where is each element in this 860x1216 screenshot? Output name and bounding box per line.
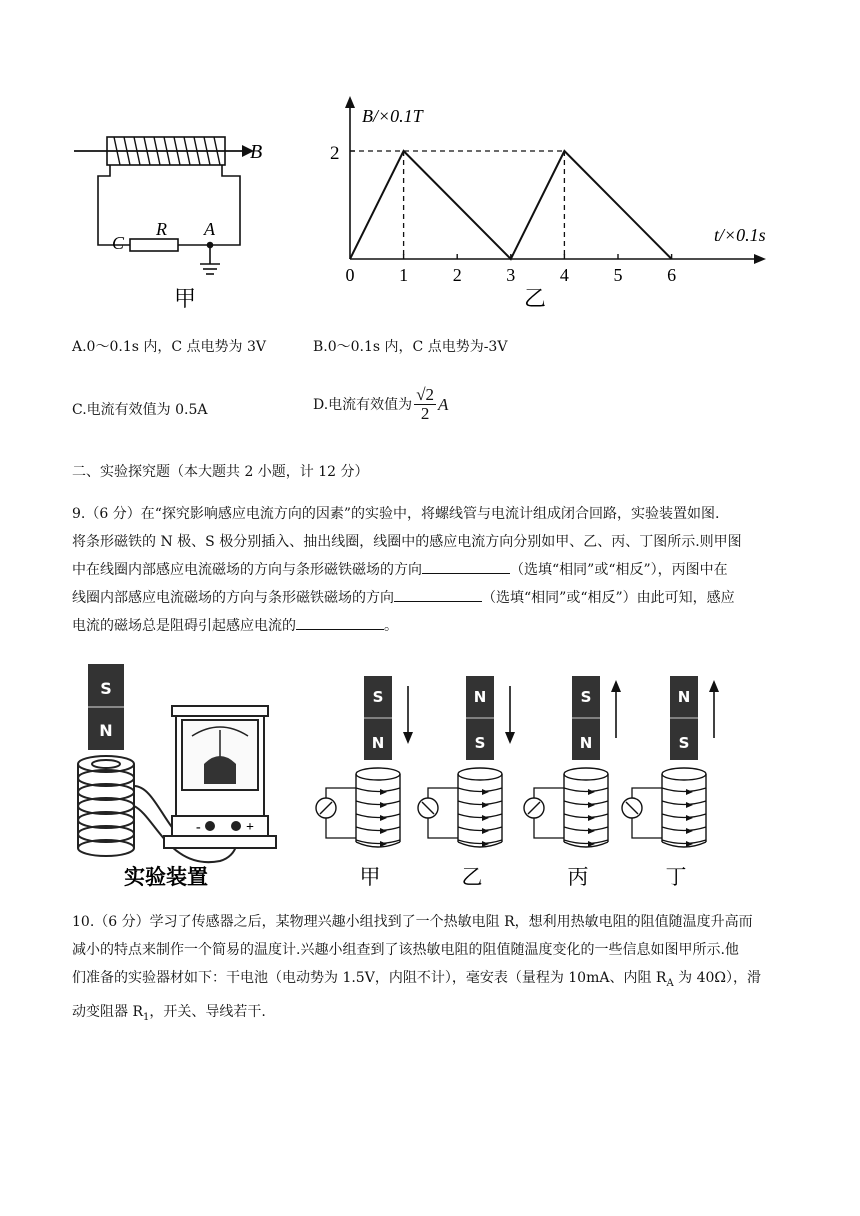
lead-wire (428, 788, 458, 798)
y-axis-label: B/×0.1T (362, 106, 423, 126)
x-tick-label: 6 (667, 265, 677, 285)
q10-line-3-tail: 为 40Ω），滑 (673, 970, 762, 986)
current-arrow-icon (482, 828, 489, 834)
experimental-apparatus (78, 664, 276, 889)
b-label: B (250, 141, 263, 163)
lead-wire (632, 818, 662, 838)
solenoid-top (564, 768, 608, 780)
lead-wire (534, 788, 564, 798)
figure-yi-label: 乙 (524, 287, 547, 312)
motion-arrow-up-icon (611, 680, 621, 692)
q9-line-4-text: 线圈内部感应电流磁场的方向与条形磁铁磁场的方向 (72, 590, 394, 606)
q10-line-3-text: 们准备的实验器材如下：干电池（电动势为 1.5V，内阻不计），毫安表（量程为 10mA、内阻 R (72, 970, 667, 986)
motion-arrow-up-icon (709, 680, 719, 692)
case-label: 丁 (665, 865, 687, 889)
x-axis-label: t/×0.1s (714, 225, 766, 245)
q10-line-4 (72, 998, 802, 1032)
magnet-bottom-pole: S (474, 734, 486, 752)
current-arrow-icon (686, 815, 693, 821)
q10-line-1: 10.（6 分）学习了传感器之后，某物理兴趣小组找到了一个热敏电阻 R，想利用热敏电阻的阻值随温度升高而 (72, 914, 753, 930)
coil-winding (458, 788, 502, 792)
current-arrow-icon (588, 815, 595, 821)
magnet-bottom-pole: N (371, 734, 385, 752)
case-label: 甲 (359, 865, 381, 889)
magnet-top-pole: S (580, 688, 592, 706)
magnet-bottom-pole: N (579, 734, 593, 752)
coil-winding (662, 801, 706, 805)
figure-1 (60, 92, 800, 314)
coil-winding (356, 788, 400, 792)
coil-winding (564, 840, 608, 844)
current-arrow-icon (686, 802, 693, 808)
case-1 (316, 676, 413, 889)
figure-1-svg (60, 92, 800, 314)
galvanometer (164, 706, 276, 848)
q9-blank-1[interactable] (422, 559, 510, 574)
c-label: C (112, 233, 125, 253)
current-arrow-icon (482, 802, 489, 808)
case-label: 乙 (461, 865, 483, 889)
coil-winding (564, 801, 608, 805)
x-tick-label: 1 (399, 265, 409, 285)
option-c: C.电流有效值为 0.5A (72, 402, 208, 418)
solenoid-circuit (74, 137, 254, 274)
current-arrow-icon (380, 815, 387, 821)
current-arrow-icon (482, 815, 489, 821)
coil-winding (458, 801, 502, 805)
q9-blank-3[interactable] (296, 615, 384, 630)
r-label: R (156, 219, 167, 239)
q9-line-3-text: 中在线圈内部感应电流磁场的方向与条形磁铁磁场的方向 (72, 562, 422, 578)
magnet-top-pole: N (473, 688, 487, 706)
lead-wire (428, 818, 458, 838)
q9-line-5 (72, 612, 802, 640)
y-tick-label: 2 (330, 143, 340, 164)
solenoid-bottom (356, 842, 400, 847)
meter-plus-label: + (246, 820, 254, 835)
current-arrow-icon (588, 828, 595, 834)
coil-winding (662, 814, 706, 818)
solenoid-top (356, 768, 400, 780)
coil-winding (458, 814, 502, 818)
q10-line-2: 减小的特点来制作一个简易的温度计.兴趣小组查到了该热敏电阻的阻值随温度变化的一些信息如图甲所示.他 (72, 942, 739, 958)
coil-winding (458, 827, 502, 831)
meter-minus-label: - (196, 820, 201, 835)
x-axis-arrow-icon (754, 254, 766, 264)
q10-line-4-tail: ，开关、导线若干. (149, 1003, 266, 1020)
induction-cases (316, 676, 719, 889)
q9-line-3-tail: （选填“相同”或“相反”），丙图中在 (510, 562, 728, 578)
current-arrow-icon (588, 802, 595, 808)
coil-winding (564, 814, 608, 818)
figure-2 (60, 656, 820, 896)
q9-line-4-tail: （选填“相同”或“相反”）由此可知，感应 (482, 590, 735, 606)
option-b: B.0～0.1s 内，C 点电势为-3V (313, 339, 508, 355)
case-label: 丙 (567, 865, 589, 889)
apparatus-magnet-top: S (100, 679, 112, 698)
lead-wire (534, 818, 564, 838)
lead-wire (326, 788, 356, 798)
b-field-series-line (350, 151, 672, 259)
option-a: A.0～0.1s 内，C 点电势为 3V (72, 339, 266, 355)
current-arrow-icon (380, 828, 387, 834)
case-4 (622, 676, 719, 889)
x-tick-label: 4 (559, 265, 569, 285)
option-d-prefix: D.电流有效值为 (313, 396, 413, 413)
b-t-graph (330, 96, 766, 285)
coil-winding (356, 814, 400, 818)
figure-2-svg (60, 656, 820, 896)
option-d-unit: A (438, 394, 449, 414)
q10-line-4-sub: 1 (143, 1011, 150, 1023)
coil-winding (564, 788, 608, 792)
coil-winding (662, 788, 706, 792)
current-arrow-icon (380, 802, 387, 808)
q9-line-5-tail: 。 (384, 618, 398, 634)
lead-wire (326, 818, 356, 838)
solenoid-bottom (662, 842, 706, 847)
option-d-numerator: √2 (416, 385, 435, 404)
coil-winding (662, 840, 706, 844)
coil-winding (356, 827, 400, 831)
x-tick-label: 2 (452, 265, 462, 285)
figure-jia-label: 甲 (174, 287, 197, 312)
q9-line-3 (72, 556, 802, 584)
motion-arrow-down-icon (505, 732, 515, 744)
magnet-top-pole: N (677, 688, 691, 706)
coil-winding (356, 801, 400, 805)
motion-arrow-down-icon (403, 732, 413, 744)
lead-wire (632, 788, 662, 798)
question-10 (72, 908, 802, 1032)
q10-line-4-text: 动变阻器 R (72, 1003, 143, 1020)
solenoid-bottom (458, 842, 502, 847)
apparatus-magnet-bottom: N (99, 721, 113, 740)
solenoid-top (662, 768, 706, 780)
option-d (313, 386, 448, 423)
q9-line-4 (72, 584, 802, 612)
option-d-fraction (414, 386, 436, 423)
q9-line-1: 9.（6 分）在“探究影响感应电流方向的因素”的实验中，将螺线管与电流计组成闭合回路，实验装置如图. (72, 506, 720, 522)
magnet-top-pole: S (372, 688, 384, 706)
current-arrow-icon (686, 828, 693, 834)
case-3 (524, 676, 621, 889)
question-9 (72, 500, 802, 640)
current-arrow-icon (686, 789, 693, 795)
coil-winding (662, 827, 706, 831)
q10-line-3-sub: A (666, 977, 674, 989)
coil-winding (564, 827, 608, 831)
current-arrow-icon (588, 789, 595, 795)
x-tick-label: 0 (345, 265, 355, 285)
current-arrow-icon (380, 789, 387, 795)
current-arrow-icon (482, 789, 489, 795)
coil-winding (458, 840, 502, 844)
y-axis-arrow-icon (345, 96, 355, 108)
option-d-denominator: 2 (420, 404, 430, 423)
q9-line-2: 将条形磁铁的 N 极、S 极分别插入、抽出线圈，线圈中的感应电流方向分别如甲、乙、丙、丁图所示.则甲图 (72, 534, 742, 550)
q10-line-3 (72, 964, 802, 998)
case-2 (418, 676, 515, 889)
q9-blank-2[interactable] (394, 587, 482, 602)
coil-winding (356, 840, 400, 844)
solenoid-top (458, 768, 502, 780)
solenoid-bottom (564, 842, 608, 847)
magnet-bottom-pole: S (678, 734, 690, 752)
x-tick-label: 3 (506, 265, 516, 285)
section-heading: 二、实验探究题（本大题共 2 小题，计 12 分） (72, 464, 369, 480)
q9-line-5-text: 电流的磁场总是阻碍引起感应电流的 (72, 618, 296, 634)
x-tick-label: 5 (613, 265, 623, 285)
a-label: A (204, 219, 215, 239)
apparatus-label: 实验装置 (124, 865, 208, 889)
